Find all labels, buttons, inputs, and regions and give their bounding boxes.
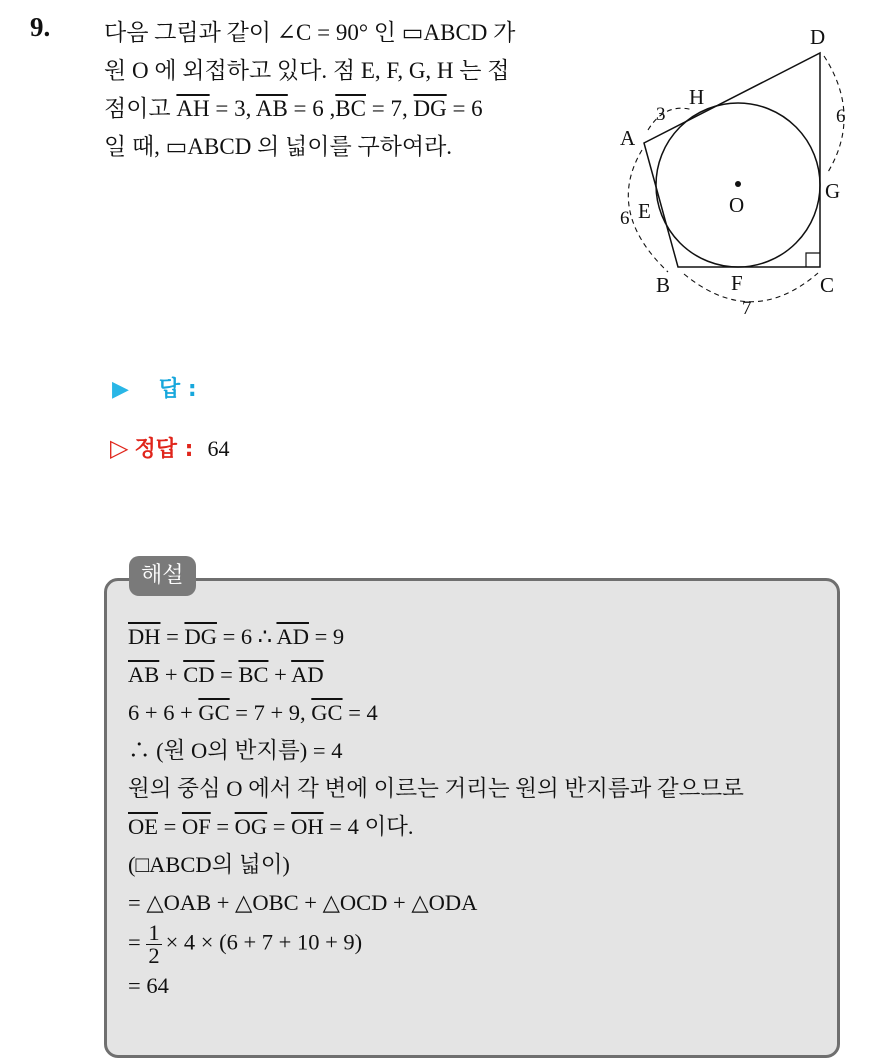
explanation-line xyxy=(128,770,744,808)
text-run: 다음 그림과 같이 ∠C = 90° 인 ▭ABCD 가 xyxy=(104,20,516,45)
text-run: = 6 ∴ xyxy=(216,624,277,649)
question-line xyxy=(104,14,594,52)
correct-answer-label: 정답 : xyxy=(134,437,194,462)
center-point xyxy=(735,181,741,187)
right-angle-mark xyxy=(806,253,820,267)
segment-name: $\overline{GC}$ xyxy=(311,700,343,725)
question-number: 9. xyxy=(30,12,51,42)
correct-answer-value: 64 xyxy=(207,436,230,461)
text-run: × 4 × (6 + 7 + 10 + 9) xyxy=(165,929,363,955)
segment-name: $\overline{OE}$ xyxy=(128,814,158,839)
label-g: G xyxy=(825,179,841,203)
explanation-line xyxy=(128,656,744,694)
measure-ab: 6 xyxy=(620,208,630,229)
measure-bc: 7 xyxy=(742,298,752,319)
text-run: (□ABCD의 넓이) xyxy=(128,852,290,877)
question-text xyxy=(104,14,594,166)
label-f: F xyxy=(731,271,743,295)
fraction: $\frac{1}{2}$ xyxy=(148,920,160,968)
segment-name: $\overline{AB}$ xyxy=(128,662,160,687)
label-h: H xyxy=(689,85,705,109)
explanation-text xyxy=(128,618,744,1005)
explanation-line xyxy=(128,967,744,1005)
text-run: = 6 , xyxy=(287,96,336,121)
play-triangle-icon: ▶ xyxy=(112,377,129,402)
outline-triangle-icon: ▷ xyxy=(110,434,129,462)
explanation-line xyxy=(128,846,744,884)
text-run: 6 + 6 + xyxy=(128,700,199,725)
segment-name: $\overline{BC}$ xyxy=(238,662,269,687)
question-line xyxy=(104,52,594,90)
segment-name: $\overline{GC}$ xyxy=(198,700,230,725)
answer-label: 답 : xyxy=(158,377,197,402)
text-run: = xyxy=(158,814,182,839)
question-line xyxy=(104,90,594,128)
label-e: E xyxy=(638,199,651,223)
segment-name: $\overline{DH}$ xyxy=(128,624,161,649)
quadrilateral-abcd xyxy=(644,53,820,267)
answer-prompt xyxy=(112,372,197,403)
correct-answer xyxy=(110,432,229,463)
explanation-line xyxy=(128,884,744,922)
measure-ah: 3 xyxy=(656,104,666,125)
text-run: = 9 xyxy=(308,624,345,649)
geometry-figure xyxy=(600,20,850,320)
text-run: = xyxy=(160,624,185,649)
text-run: = 4 이다. xyxy=(323,814,414,839)
text-run: + xyxy=(268,662,292,687)
segment-name: $\overline{CD}$ xyxy=(183,662,215,687)
text-run: + xyxy=(159,662,184,687)
text-run: 원 O 에 외접하고 있다. 점 E, F, G, H 는 접 xyxy=(104,58,510,83)
segment-name: $\overline{DG}$ xyxy=(184,624,217,649)
text-run: = 4 xyxy=(342,700,378,725)
label-b: B xyxy=(656,273,671,297)
segment-name: $\overline{AH}$ xyxy=(176,96,210,121)
label-d: D xyxy=(810,25,826,49)
segment-name: $\overline{AD}$ xyxy=(276,624,309,649)
text-run: = △OAB + △OBC + △OCD + △ODA xyxy=(128,890,478,915)
text-run: = 6 xyxy=(446,96,483,121)
text-run: = 7 + 9, xyxy=(229,700,312,725)
text-run: ∴ (원 O의 반지름) = 4 xyxy=(128,738,343,763)
segment-name: $\overline{DG}$ xyxy=(413,96,447,121)
segment-name: $\overline{AD}$ xyxy=(291,662,324,687)
explanation-line xyxy=(128,922,744,967)
segment-name: $\overline{OG}$ xyxy=(234,814,268,839)
text-run: = xyxy=(214,662,239,687)
segment-name: $\overline{OH}$ xyxy=(291,814,324,839)
segment-name: $\overline{OF}$ xyxy=(181,814,211,839)
text-run: 원의 중심 O 에서 각 변에 이르는 거리는 원의 반지름과 같으므로 xyxy=(128,776,744,801)
segment-name: $\overline{BC}$ xyxy=(335,96,366,121)
question-line xyxy=(104,128,594,166)
text-run: = xyxy=(267,814,292,839)
explanation-line xyxy=(128,618,744,656)
explanation-line xyxy=(128,694,744,732)
text-run: = 3, xyxy=(209,96,256,121)
segment-name: $\overline{AB}$ xyxy=(255,96,288,121)
label-c: C xyxy=(820,273,835,297)
text-run: = 64 xyxy=(128,973,169,998)
text-run: = xyxy=(128,929,147,955)
arc-ah xyxy=(648,108,693,130)
label-o: O xyxy=(729,193,745,217)
text-run: = xyxy=(210,814,235,839)
text-run: 일 때, ▭ABCD 의 넓이를 구하여라. xyxy=(104,134,453,159)
explanation-line xyxy=(128,808,744,846)
text-run: = 7, xyxy=(365,96,414,121)
explanation-line xyxy=(128,732,744,770)
measure-dg: 6 xyxy=(836,106,846,127)
label-a: A xyxy=(620,126,636,150)
explanation-tag: 해설 xyxy=(129,556,196,596)
text-run: 점이고 xyxy=(104,96,177,121)
